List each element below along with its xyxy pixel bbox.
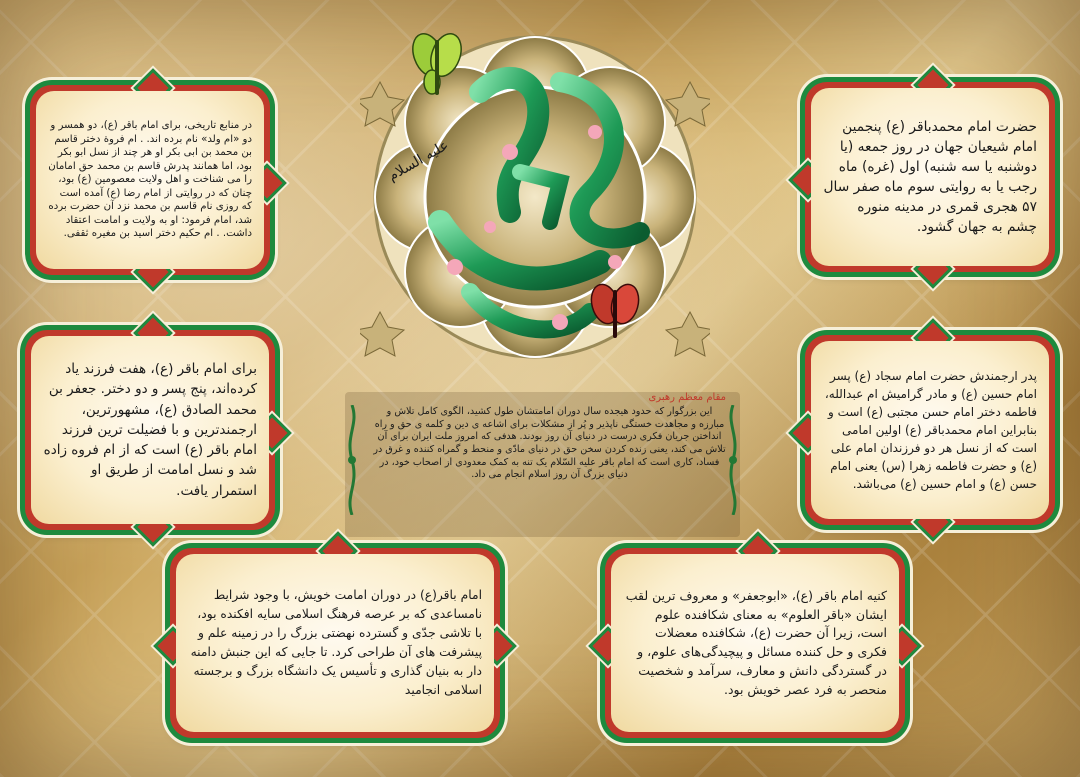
info-text: حضرت امام محمدباقر (ع) پنجمین امام شیعیان جهان در روز جمعه (یا دوشنبه یا سه شنبه) اول (غره) ماه رجب یا به روایتی سوم ماه صفر سال ۵۷ هجری قمری در مدینه منوره چشم به جهان گشود.: [823, 119, 1037, 235]
info-text: برای امام باقر (ع)، هفت فرزند یاد کرده‌اند، پنج پسر و دو دختر. جعفر بن محمد الصادق (ع)، مشهورترین، ارجمندترین و با فضیلت ترین فرزند امام باقر (ع) است که از ام فروه زاده شد و نسل امامت از طریق او استمرار یافت.: [43, 361, 257, 499]
info-text: کنیه امام باقر (ع)، «ابوجعفر» و معروف ترین لقب ایشان «باقر العلوم» به معنای شکافنده علوم است، زیرا آن حضرت (ع)، شکافنده معضلات فکری و حل کننده مسائل و پیچیدگی‌های علوم، و در گستردگی دانش و معارف، سرآمد و شخصیت منحصر به فرد عصر خویش بود.: [625, 587, 887, 697]
green-butterfly-icon: [412, 30, 462, 100]
info-box-bottom-right: [605, 548, 905, 738]
info-text: پدر ارجمندش حضرت امام سجاد (ع) پسر امام حسین (ع) و مادر گرامیش ام عبدالله، فاطمه دختر امام حسن مجتبی (ع) است و بنابراین امام محمدباقر (ع) اولین امامی است که از نسل هر دو فرزندان امام علی (ع) و حضرت فاطمه زهرا (س) یعنی امام حسن (ع) و امام حسین (ع) می‌باشد.: [824, 369, 1037, 491]
info-text: در منابع تاریخی، برای امام باقر (ع)، دو همسر و دو «ام ولد» نام برده اند. . ام فروة دختر قاسم بن محمد بن ابی بکر او هر چند از نسل ابو بکر بود، اما همانند پدرش قاسم بن محمد حق امامان را می شناخت و اهل ولایت معصومین (ع) بود، چنان که در روایتی از امام رضا (ع) آمده است که روزی نام قاسم بن محمد نزد آن حضرت برده شد، امام فرمود: او به ولایت و امامت اعتقاد داشت. . ام حکیم دختر اسید بن مغیره ثقفی.: [48, 120, 252, 240]
info-box-bottom-left: [170, 548, 500, 738]
calligraphy-small: علیه السلام: [385, 137, 452, 185]
leader-quote: [345, 392, 740, 537]
info-box-top-right: [805, 82, 1055, 272]
info-box-middle-right: [805, 335, 1055, 525]
info-box-middle-left: [25, 330, 275, 530]
quote-body: این بزرگوار که حدود هیجده سال دوران امامتشان طول کشید، الگوی کامل تلاش و مبارزه و مجاهدت خستگی ناپذیر و پُر از مشکلات برای اشاعه ی دین و کلمه ی حق و راه انداختن جریان فکری درست در دنیای آن روز بودند. هدفی که امروز ملت ایران برای آن تلاش می کند، یعنی زنده کردن سخن حق در دنیای مادّی و منحط و گمراه کننده و غرق در فساد، کاری است که امام باقر علیه السّلام یک تنه به کمک معدودی از اصحاب خود، در دنیای بزرگ آن روز اسلام انجام می داد.: [373, 406, 726, 481]
info-box-top-left: [30, 85, 270, 275]
quote-title: مقام معظم رهبری: [648, 392, 726, 403]
info-text: امام باقر(ع) در دوران امامت خویش، با وجود شرایط نامساعدی که بر عرصه فرهنگ اسلامی سایه افکنده بود، با تلاشی جدّی و گسترده نهضتی بزرگ را در زمینه علم و پیشرفت های آن طراحی کرد. تا جایی که این جنبش دامنه دار به بنیان گذاری و تأسیس یک دانشگاه بزرگ و برجسته اسلامی انجامید: [190, 587, 482, 698]
red-butterfly-icon: [590, 282, 640, 342]
